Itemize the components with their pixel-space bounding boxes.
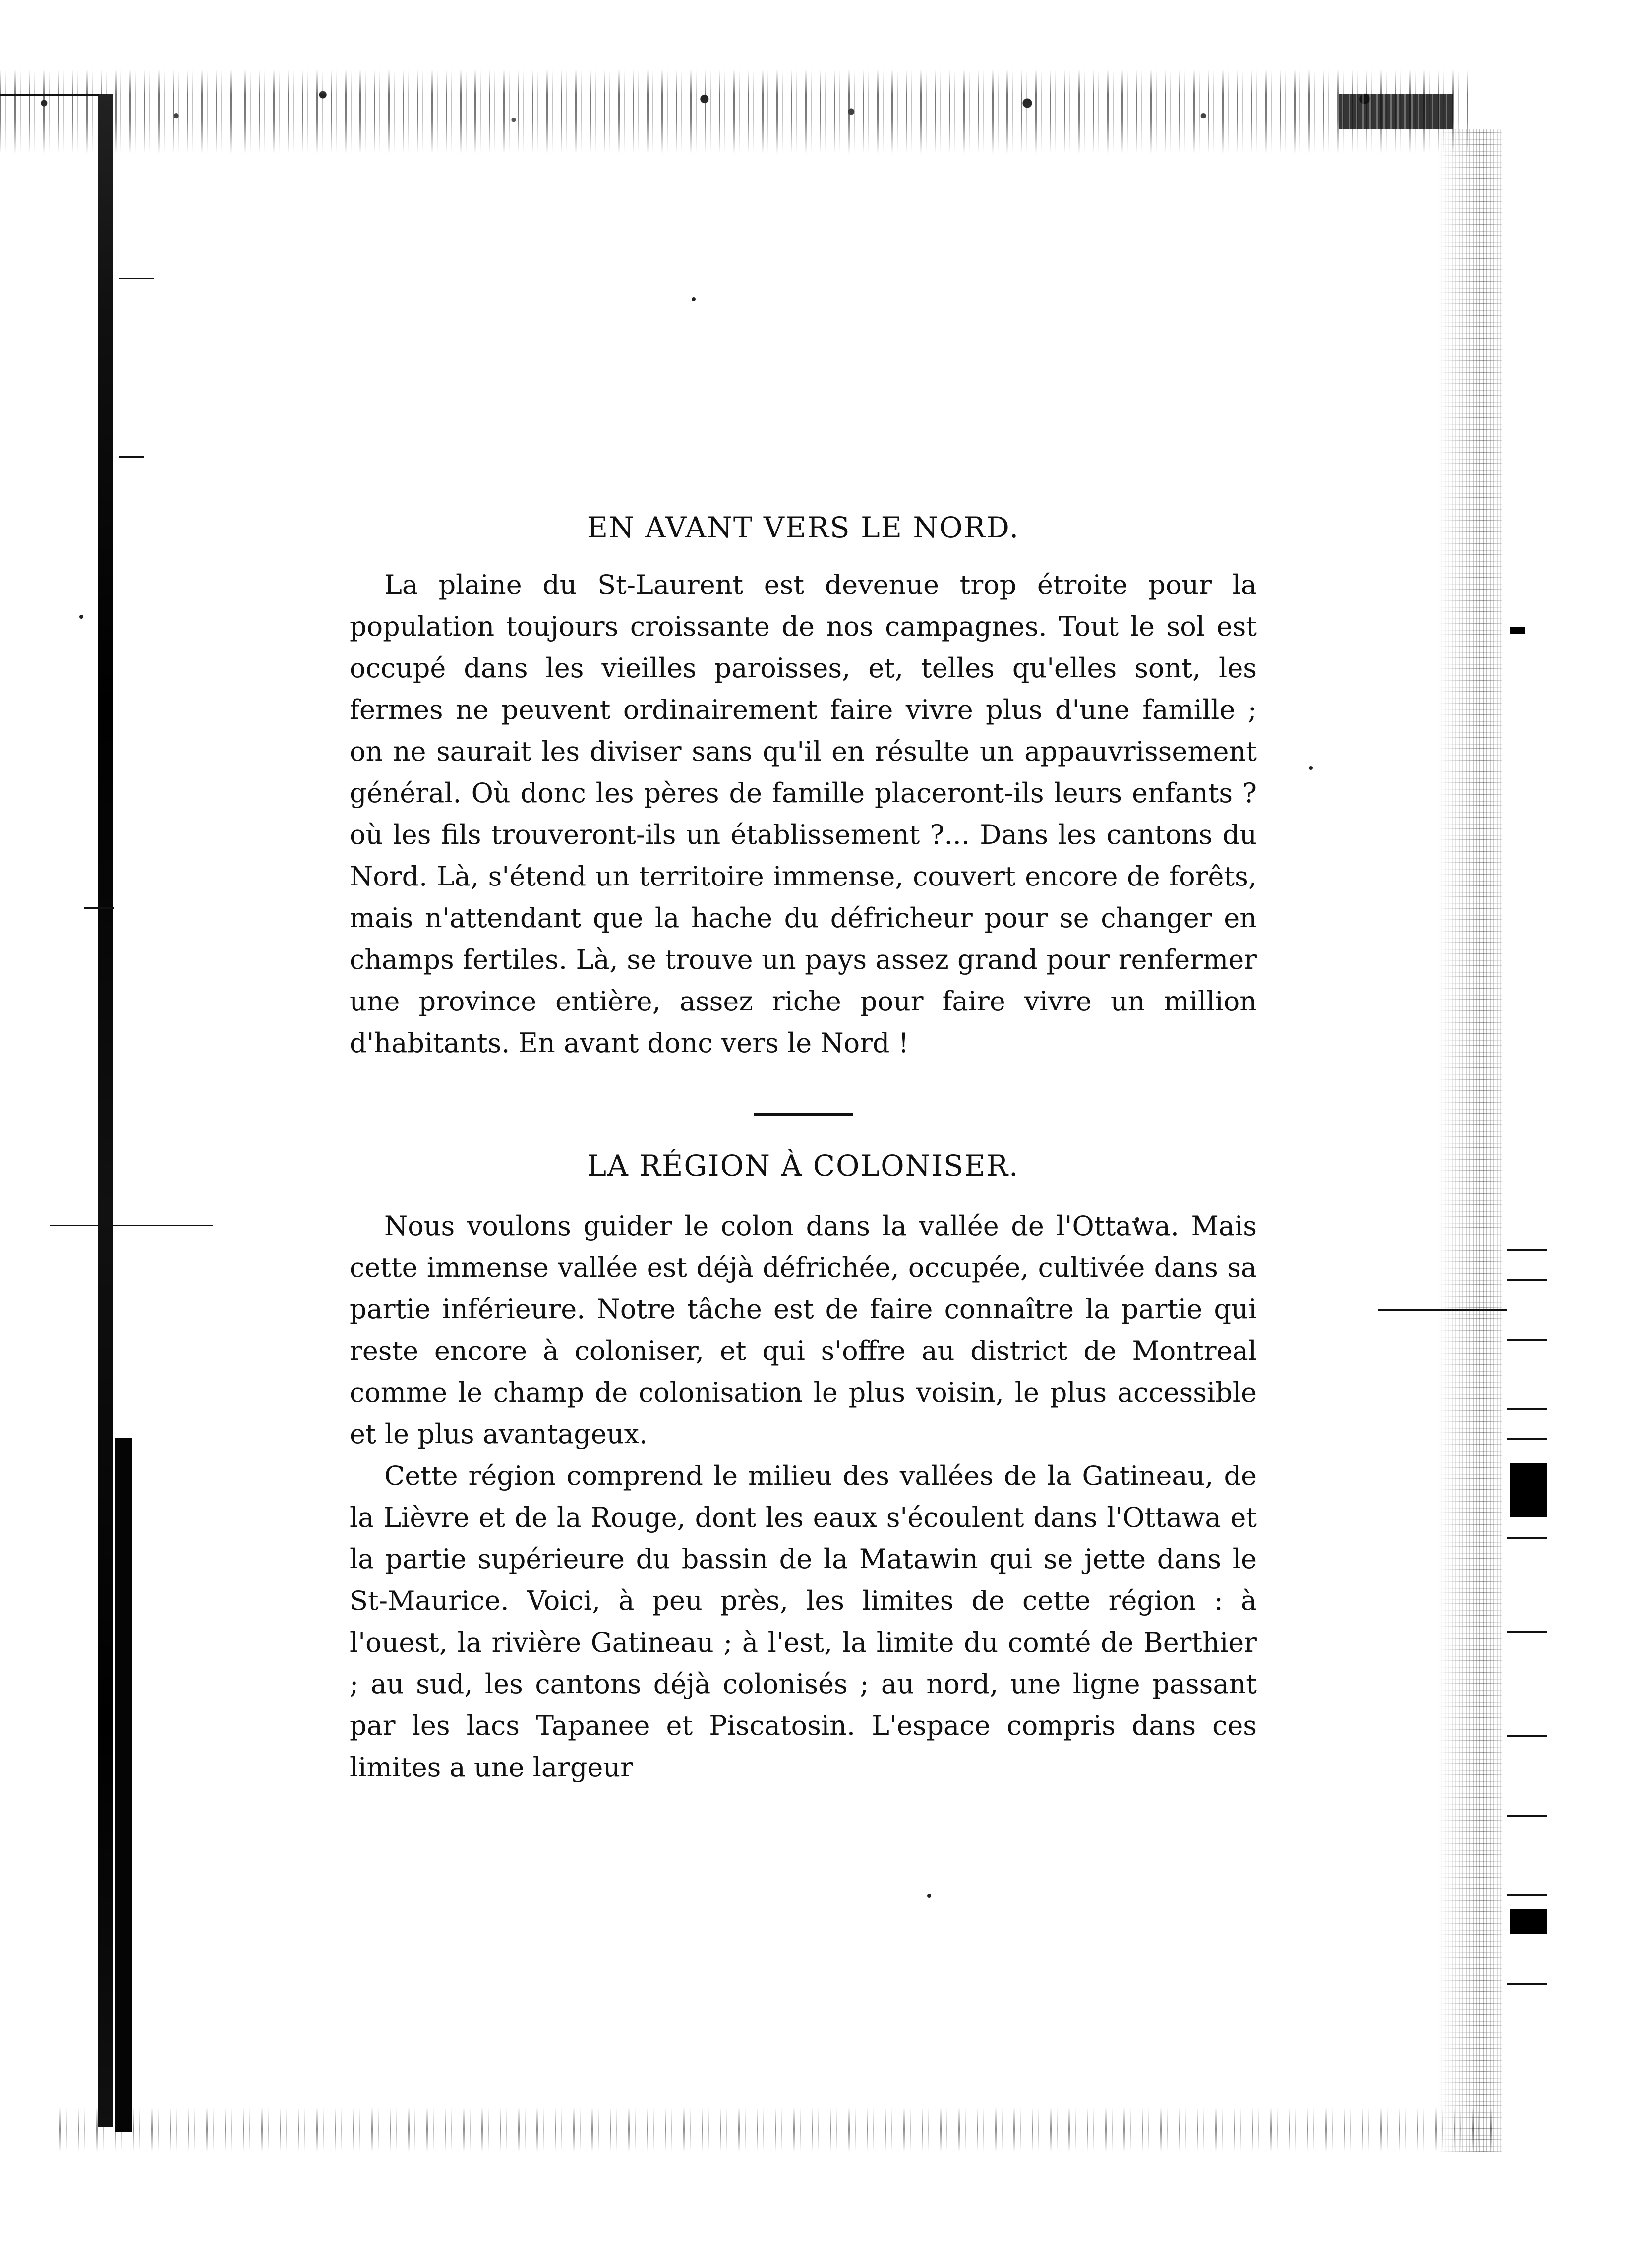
scan-mark [0, 94, 99, 96]
scan-mark [1507, 1279, 1547, 1281]
scan-speck [692, 297, 696, 301]
scan-speck [1309, 766, 1313, 770]
scan-noise-top-right [1339, 94, 1453, 129]
scan-mark-block [1510, 1909, 1547, 1934]
scan-mark [84, 907, 114, 909]
scan-noise-top [0, 69, 1468, 154]
scan-noise-bottom [59, 2107, 1497, 2152]
scan-noise-right-edge [1438, 129, 1502, 2152]
paragraph: Cette région comprend le milieu des vallées de la Gatineau, de la Lièvre et de la Rouge, dont les eaux s'écoulent dans l'Ottawa et la partie supérieure du bassin de la Matawin qui se jette dans le St-Maurice. Voici, à peu près, les limites de cette région : à l'ouest, la rivière Gatineau ; à l'est, la limite du comté de Berthier ; au sud, les cantons déjà colonisés ; au nord, une ligne passant par les lacs Tapanee et Piscatosin. L'espace compris dans ces limites a une largeur [350, 1460, 1257, 1783]
scan-mark [1507, 1438, 1547, 1440]
binding-shadow-lower [115, 1438, 132, 2132]
section-heading-en-avant: EN AVANT VERS LE NORD. [587, 511, 1020, 544]
scan-speck [79, 615, 83, 619]
scan-speck [927, 1894, 931, 1898]
scan-mark [50, 1225, 213, 1226]
scan-mark [1507, 1983, 1547, 1985]
paragraph: La plaine du St-Laurent est devenue trop étroite pour la population toujours croissante de nos campagnes. Tout le sol est occupé dans les vieilles paroisses, et, telles qu'elles sont, les fermes ne peuvent ordinairement faire vivre plus d'une famille ; on ne saurait les diviser sans qu'il en résulte un appauvrissement général. Où donc les pères de famille placeront-ils leurs enfants ? où les fils trouveront-ils un établissement ?... Dans les cantons du Nord. Là, s'étend un territoire immense, couvert encore de forêts, mais n'attendant que la hache du défricheur pour se changer en champs fertiles. Là, se trouve un pays assez grand pour renfermer une province entière, assez riche pour faire vivre un million d'habitants. En avant donc vers le Nord ! [350, 569, 1257, 1059]
scan-mark [119, 278, 154, 279]
section-heading-region: LA RÉGION À COLONISER. [587, 1149, 1019, 1182]
scan-mark [1507, 1815, 1547, 1817]
scan-mark [1507, 1735, 1547, 1737]
scan-mark-block [1510, 1463, 1547, 1517]
scan-mark [1507, 1894, 1547, 1896]
scan-mark-block [1510, 627, 1525, 634]
binding-shadow [98, 94, 113, 2127]
paragraph: Nous voulons guider le colon dans la vallée de l'Ottawa. Mais cette immense vallée est déjà défrichée, occupée, cultivée dans sa partie inférieure. Notre tâche est de faire connaître la partie qui reste encore à coloniser, et qui s'offre au district de Montreal comme le champ de colonisation le plus voisin, le plus accessible et le plus avantageux. [350, 1210, 1257, 1450]
scan-mark [1378, 1309, 1507, 1311]
scan-mark [1507, 1339, 1547, 1341]
section-divider [754, 1113, 853, 1116]
scan-mark [1507, 1537, 1547, 1539]
page-body [350, 511, 1257, 1788]
scan-mark [119, 456, 144, 458]
scan-mark [1507, 1408, 1547, 1410]
scan-mark [1507, 1631, 1547, 1633]
scan-mark [1507, 1249, 1547, 1251]
